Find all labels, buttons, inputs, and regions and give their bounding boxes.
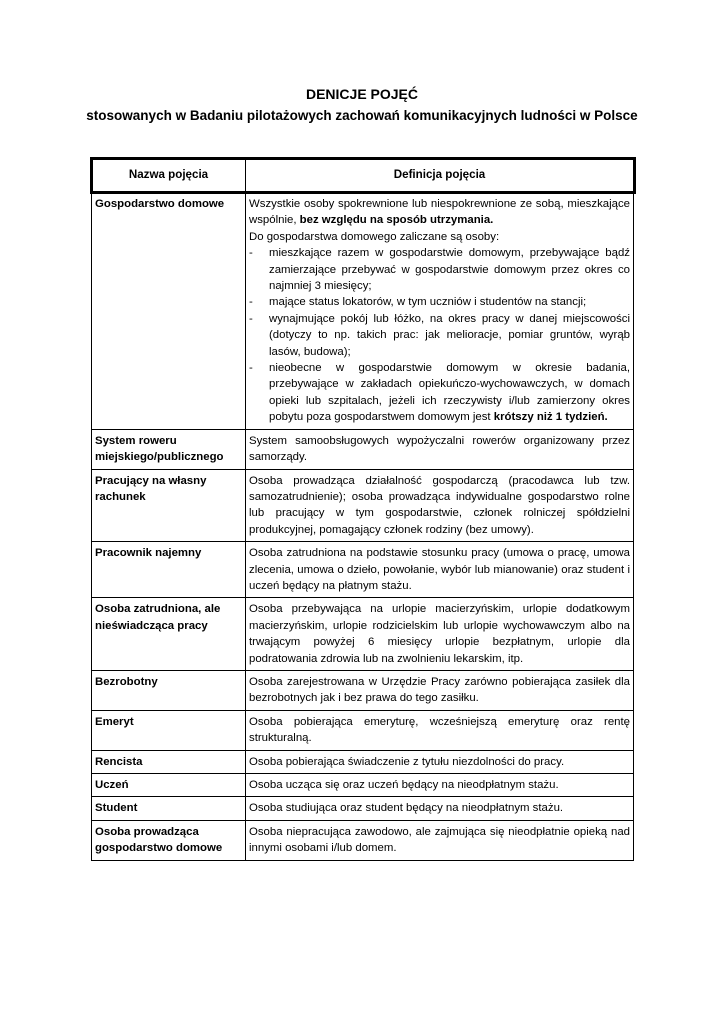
term-cell: Pracownik najemny xyxy=(92,542,246,598)
list-item: - mieszkające razem w gospodarstwie domowym, przebywające bądź zamierzające przebywać w gospodarstwie domowym przez okres co najmniej 3 miesięcy; xyxy=(249,245,630,294)
definition-cell: Osoba zarejestrowana w Urzędzie Pracy zarówno pobierająca zasiłek dla bezrobotnych jak i bez prawa do tego zasiłku. xyxy=(246,670,634,710)
definition-cell: Osoba pobierająca emeryturę, wcześniejszą emeryturę oraz rentę strukturalną. xyxy=(246,710,634,750)
table-row xyxy=(92,429,634,469)
table-row xyxy=(92,774,634,797)
table-row xyxy=(92,469,634,542)
table-row xyxy=(92,797,634,820)
table-row xyxy=(92,542,634,598)
definition-cell: Osoba niepracująca zawodowo, ale zajmująca się nieodpłatnie opieką nad innymi osobami i/lub domem. xyxy=(246,820,634,860)
header-definition: Definicja pojęcia xyxy=(246,159,634,192)
term-cell: Osoba zatrudniona, ale nieświadcząca pracy xyxy=(92,598,246,671)
term-cell: Student xyxy=(92,797,246,820)
definition-cell: System samoobsługowych wypożyczalni rowerów organizowany przez samorządy. xyxy=(246,429,634,469)
table-header-row xyxy=(92,159,634,192)
table-row xyxy=(92,193,634,430)
definition-cell: Osoba przebywająca na urlopie macierzyńskim, urlopie dodatkowym macierzyńskim, urlopie rodzicielskim lub urlopie wychowawczym albo na trwającym powyżej 6 miesięcy urlopie bezpłatnym, urlopie dla podratowania zdrowia lub na zwolnieniu lekarskim, itp. xyxy=(246,598,634,671)
page-subtitle: stosowanych w Badaniu pilotażowych zachowań komunikacyjnych ludności w Polsce xyxy=(86,108,638,123)
definition-cell: Osoba zatrudniona na podstawie stosunku pracy (umowa o pracę, umowa zlecenia, umowa o dzieło, powołanie, wybór lub mianowanie) oraz student i uczeń będący na płatnym stażu. xyxy=(246,542,634,598)
table-row xyxy=(92,710,634,750)
list-item: - mające status lokatorów, w tym uczniów i studentów na stancji; xyxy=(249,294,630,310)
definition-cell: Osoba prowadząca działalność gospodarczą (pracodawca lub tzw. samozatrudnienie); osoba prowadząca indywidualne gospodarstwo rolne lub pracujący w tym gospodarstwie, członek rolniczej spółdzielni produkcyjnej, pomagający członek rodziny (bez umowy). xyxy=(246,469,634,542)
table-row xyxy=(92,598,634,671)
term-cell: Uczeń xyxy=(92,774,246,797)
term-cell: Bezrobotny xyxy=(92,670,246,710)
list-item: - wynajmujące pokój lub łóżko, na okres pracy w danej miejscowości (dotyczy to np. takich prac: jak melioracje, pomiar gruntów, wyrąb lasów, budowa); xyxy=(249,311,630,360)
term-cell: Osoba prowadząca gospodarstwo domowe xyxy=(92,820,246,860)
page-title: DENICJE POJĘĆ xyxy=(305,86,419,102)
definition-lead: Do gospodarstwa domowego zaliczane są osoby: xyxy=(249,230,500,243)
list-item: - nieobecne w gospodarstwie domowym w okresie badania, przebywające w zakładach opiekuńczo-wychowawczych, w domach opieki lub szpitalach, jeżeli ich rzeczywisty i/lub zamierzony okres pobytu poza gospodarstwem domowym jest krótszy niż 1 tydzień. xyxy=(249,360,630,426)
definition-intro: Wszystkie osoby spokrewnione lub niespokrewnione ze sobą, mieszkające wspólnie, bez względu na sposób utrzymania. xyxy=(249,198,630,227)
definition-cell: Osoba ucząca się oraz uczeń będący na nieodpłatnym stażu. xyxy=(246,774,634,797)
table-row xyxy=(92,820,634,860)
term-cell: System roweru miejskiego/publicznego xyxy=(92,429,246,469)
definitions-table xyxy=(91,158,634,861)
definition-cell xyxy=(246,193,634,430)
definition-cell: Osoba pobierająca świadczenie z tytułu niezdolności do pracy. xyxy=(246,750,634,773)
term-cell: Emeryt xyxy=(92,710,246,750)
term-cell: Rencista xyxy=(92,750,246,773)
definition-cell: Osoba studiująca oraz student będący na nieodpłatnym stażu. xyxy=(246,797,634,820)
table-row xyxy=(92,670,634,710)
table-row xyxy=(92,750,634,773)
definition-list xyxy=(249,245,630,425)
term-cell: Pracujący na własny rachunek xyxy=(92,469,246,542)
term-cell: Gospodarstwo domowe xyxy=(92,193,246,430)
header-term: Nazwa pojęcia xyxy=(92,159,246,192)
